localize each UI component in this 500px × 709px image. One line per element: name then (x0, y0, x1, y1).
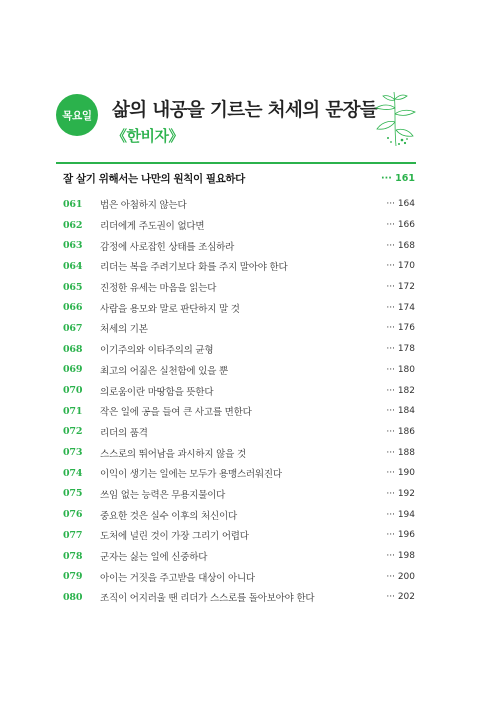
entry-title: 이익이 생기는 일에는 모두가 용맹스러워진다 (100, 469, 282, 481)
entry-title: 최고의 어짊은 실천함에 있을 뿐 (100, 365, 228, 377)
entry-number: 074 (63, 467, 83, 479)
toc-entry[interactable] (63, 360, 415, 381)
entry-number: 064 (63, 260, 83, 272)
entry-title: 사람을 용모와 말로 판단하지 말 것 (100, 303, 240, 315)
entry-page: ··· 196 (386, 530, 415, 541)
plant-sprig-icon (372, 90, 418, 148)
entry-number: 070 (63, 385, 83, 397)
entry-title: 법은 아첨하지 않는다 (100, 200, 187, 212)
entry-page: ··· 176 (386, 323, 415, 334)
entry-title: 조직이 어지러울 땐 리더가 스스로를 돌아보아야 한다 (100, 593, 315, 605)
entry-page: ··· 164 (386, 199, 415, 210)
toc-entry[interactable] (63, 380, 415, 401)
entry-number: 075 (63, 488, 83, 500)
entry-page: ··· 184 (386, 406, 415, 417)
toc-entry[interactable] (63, 546, 415, 567)
toc-entry[interactable] (63, 463, 415, 484)
toc-entry[interactable] (63, 566, 415, 587)
entry-number: 077 (63, 529, 83, 541)
entry-number: 069 (63, 364, 83, 376)
entry-number: 067 (63, 322, 83, 334)
entry-title: 쓰임 없는 능력은 무용지물이다 (100, 489, 226, 501)
entry-number: 063 (63, 240, 83, 252)
entry-title: 도처에 널린 것이 가장 그리기 어렵다 (100, 531, 249, 543)
entry-title: 스스로의 뛰어남을 과시하지 않을 것 (100, 448, 246, 460)
entry-title: 진정한 유세는 마음을 읽는다 (100, 283, 217, 295)
toc-entry[interactable] (63, 525, 415, 546)
entry-title: 리더의 품격 (100, 427, 148, 439)
toc-entry[interactable] (63, 504, 415, 525)
toc-entry[interactable] (63, 277, 415, 298)
toc-entry[interactable] (63, 297, 415, 318)
entry-number: 065 (63, 281, 83, 293)
entry-title: 아이는 거짓을 주고받을 대상이 아니다 (100, 572, 255, 584)
toc-entry[interactable] (63, 401, 415, 422)
toc-entry[interactable] (63, 194, 415, 215)
chapter-title: 삶의 내공을 기르는 처세의 문장들 (112, 100, 378, 121)
entry-title: 리더는 복을 주려기보다 화를 주지 말아야 한다 (100, 262, 288, 274)
entry-number: 066 (63, 302, 83, 314)
section-page: ··· 161 (381, 172, 415, 184)
entry-page: ··· 180 (386, 364, 415, 375)
toc-entry[interactable] (63, 422, 415, 443)
entry-title: 감정에 사로잡힌 상태를 조심하라 (100, 241, 235, 253)
entry-title: 중요한 것은 실수 이후의 처신이다 (100, 510, 237, 522)
entry-page: ··· 186 (386, 426, 415, 437)
entry-number: 076 (63, 509, 83, 521)
entry-number: 073 (63, 447, 83, 459)
entry-number: 062 (63, 219, 83, 231)
entry-title: 처세의 기본 (100, 324, 148, 336)
entry-number: 071 (63, 405, 83, 417)
toc-entry[interactable] (63, 339, 415, 360)
chapter-subtitle: 《한비자》 (112, 127, 183, 145)
entry-page: ··· 172 (386, 282, 415, 293)
entry-page: ··· 202 (386, 592, 415, 603)
entry-page: ··· 174 (386, 302, 415, 313)
toc-entry[interactable] (63, 587, 415, 608)
entry-page: ··· 194 (386, 509, 415, 520)
day-badge: 목요일 (56, 94, 98, 136)
entry-number: 068 (63, 343, 83, 355)
entry-number: 061 (63, 198, 83, 210)
entry-page: ··· 198 (386, 551, 415, 562)
entry-page: ··· 188 (386, 447, 415, 458)
toc-entry[interactable] (63, 235, 415, 256)
entry-title: 리더에게 주도권이 없다면 (100, 221, 205, 233)
entry-title: 의로움이란 마땅함을 뜻한다 (100, 386, 214, 398)
toc-entry[interactable] (63, 256, 415, 277)
entry-number: 079 (63, 571, 83, 583)
entry-page: ··· 182 (386, 385, 415, 396)
section-header (63, 170, 415, 186)
entry-number: 080 (63, 591, 83, 603)
section-title: 잘 살기 위해서는 나만의 원칙이 필요하다 (63, 172, 245, 185)
toc-entry[interactable] (63, 215, 415, 236)
entry-page: ··· 200 (386, 571, 415, 582)
entry-title: 군자는 싫는 일에 신중하다 (100, 552, 208, 564)
entry-number: 078 (63, 550, 83, 562)
entry-title: 작은 일에 공을 들여 큰 사고를 면한다 (100, 407, 252, 419)
toc-list (63, 194, 415, 608)
entry-page: ··· 170 (386, 261, 415, 272)
toc-entry[interactable] (63, 484, 415, 505)
entry-page: ··· 178 (386, 344, 415, 355)
toc-entry[interactable] (63, 318, 415, 339)
entry-page: ··· 190 (386, 468, 415, 479)
entry-number: 072 (63, 426, 83, 438)
header-divider (56, 162, 416, 164)
entry-page: ··· 168 (386, 240, 415, 251)
toc-entry[interactable] (63, 442, 415, 463)
entry-page: ··· 192 (386, 488, 415, 499)
entry-page: ··· 166 (386, 220, 415, 231)
entry-title: 이기주의와 이타주의의 균형 (100, 345, 214, 357)
